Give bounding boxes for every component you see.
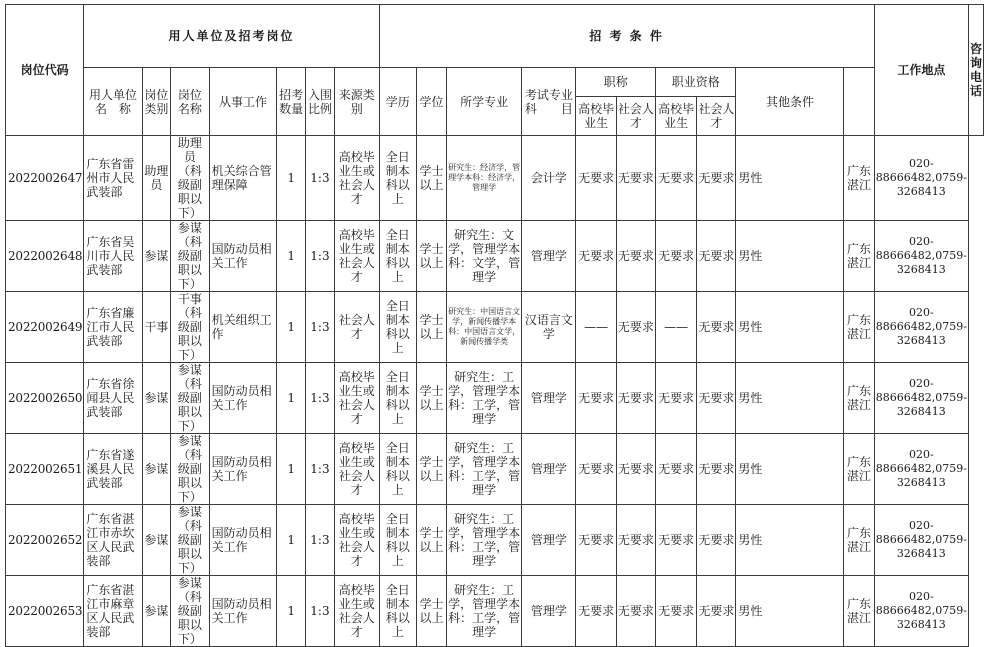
cell-qual-graduate: 无要求	[656, 221, 697, 292]
cell-qual-social: 无要求	[697, 292, 736, 363]
header-title: 职称	[576, 68, 656, 97]
header-title-social: 社会人才	[616, 97, 655, 136]
cell-title-social: 无要求	[616, 136, 655, 221]
cell-phone: 020-88666482,0759-3268413	[874, 136, 968, 221]
cell-count: 1	[277, 221, 305, 292]
cell-type: 助理员	[142, 136, 170, 221]
cell-work: 国防动员相关工作	[209, 221, 277, 292]
header-code: 岗位代码	[6, 5, 84, 136]
cell-qual-graduate: 无要求	[656, 136, 697, 221]
cell-source: 社会人才	[335, 292, 379, 363]
cell-source: 高校毕业生或社会人才	[335, 576, 379, 647]
cell-code: 2022002653	[6, 576, 84, 647]
cell-location: 广东湛江	[844, 505, 874, 576]
recruitment-table-wrapper	[5, 4, 984, 647]
cell-ratio: 1:3	[305, 221, 334, 292]
table-row	[6, 576, 984, 647]
cell-title-graduate: 无要求	[576, 434, 616, 505]
cell-degree: 学士以上	[416, 363, 446, 434]
cell-code: 2022002652	[6, 505, 84, 576]
cell-source: 高校毕业生或社会人才	[335, 434, 379, 505]
recruitment-table	[5, 4, 984, 647]
cell-ratio: 1:3	[305, 505, 334, 576]
header-work: 从事工作	[209, 68, 277, 136]
header-phone: 咨询电话	[968, 5, 983, 136]
cell-count: 1	[277, 434, 305, 505]
header-post-type: 岗位类别	[142, 68, 170, 136]
cell-source: 高校毕业生或社会人才	[335, 505, 379, 576]
cell-unit: 广东省湛江市赤坎区人民武装部	[84, 505, 142, 576]
cell-work: 国防动员相关工作	[209, 434, 277, 505]
table-row	[6, 505, 984, 576]
cell-location: 广东湛江	[844, 136, 874, 221]
cell-title-graduate: 无要求	[576, 136, 616, 221]
cell-post: 参谋（科级副职以下）	[171, 576, 210, 647]
table-row	[6, 434, 984, 505]
cell-code: 2022002647	[6, 136, 84, 221]
cell-location: 广东湛江	[844, 576, 874, 647]
cell-title-graduate: 无要求	[576, 505, 616, 576]
cell-work: 国防动员相关工作	[209, 505, 277, 576]
cell-other: 男性	[736, 505, 844, 576]
cell-title-graduate: 无要求	[576, 363, 616, 434]
cell-post: 参谋（科级副职以下）	[171, 505, 210, 576]
cell-title-social: 无要求	[616, 363, 655, 434]
cell-qual-graduate: 无要求	[656, 576, 697, 647]
header-qual-graduate: 高校毕业生	[656, 97, 697, 136]
cell-type: 参谋	[142, 505, 170, 576]
cell-ratio: 1:3	[305, 576, 334, 647]
cell-count: 1	[277, 292, 305, 363]
cell-work: 国防动员相关工作	[209, 576, 277, 647]
header-group-conditions: 招 考 条 件	[379, 5, 874, 68]
cell-ratio: 1:3	[305, 363, 334, 434]
cell-exam: 管理学	[522, 505, 576, 576]
cell-exam: 汉语言文学	[522, 292, 576, 363]
cell-title-graduate: 无要求	[576, 576, 616, 647]
cell-phone: 020-88666482,0759-3268413	[874, 363, 968, 434]
cell-qual-graduate: ——	[656, 292, 697, 363]
cell-phone: 020-88666482,0759-3268413	[874, 505, 968, 576]
cell-count: 1	[277, 576, 305, 647]
cell-code: 2022002648	[6, 221, 84, 292]
cell-title-social: 无要求	[616, 434, 655, 505]
cell-type: 参谋	[142, 576, 170, 647]
table-row	[6, 136, 984, 221]
cell-other: 男性	[736, 292, 844, 363]
cell-title-social: 无要求	[616, 292, 655, 363]
cell-count: 1	[277, 363, 305, 434]
cell-qual-graduate: 无要求	[656, 434, 697, 505]
cell-exam: 管理学	[522, 363, 576, 434]
cell-unit: 广东省徐闻县人民武装部	[84, 363, 142, 434]
cell-source: 高校毕业生或社会人才	[335, 363, 379, 434]
cell-source: 高校毕业生或社会人才	[335, 136, 379, 221]
table-row	[6, 363, 984, 434]
cell-qual-social: 无要求	[697, 363, 736, 434]
cell-edu: 全日制本科以上	[379, 434, 416, 505]
cell-title-social: 无要求	[616, 221, 655, 292]
cell-count: 1	[277, 505, 305, 576]
header-location: 工作地点	[874, 5, 968, 136]
cell-location: 广东湛江	[844, 434, 874, 505]
cell-location: 广东湛江	[844, 221, 874, 292]
cell-qual-social: 无要求	[697, 505, 736, 576]
header-edu: 学历	[379, 68, 416, 136]
cell-major: 研究生：文学，管理学本科：文学，管理学	[447, 221, 522, 292]
header-source: 来源类别	[335, 68, 379, 136]
cell-code: 2022002651	[6, 434, 84, 505]
cell-major: 研究生：工学，管理学本科：工学，管理学	[447, 576, 522, 647]
header-degree: 学位	[416, 68, 446, 136]
cell-other: 男性	[736, 363, 844, 434]
cell-type: 干事	[142, 292, 170, 363]
cell-other: 男性	[736, 434, 844, 505]
cell-ratio: 1:3	[305, 136, 334, 221]
table-row	[6, 221, 984, 292]
cell-work: 国防动员相关工作	[209, 363, 277, 434]
cell-phone: 020-88666482,0759-3268413	[874, 434, 968, 505]
header-qualification: 职业资格	[656, 68, 736, 97]
header-ratio: 入围比例	[305, 68, 334, 136]
cell-phone: 020-88666482,0759-3268413	[874, 576, 968, 647]
cell-qual-social: 无要求	[697, 221, 736, 292]
cell-unit: 广东省吴川市人民武装部	[84, 221, 142, 292]
cell-degree: 学士以上	[416, 505, 446, 576]
cell-count: 1	[277, 136, 305, 221]
cell-ratio: 1:3	[305, 292, 334, 363]
cell-post: 参谋（科级副职以下）	[171, 221, 210, 292]
cell-type: 参谋	[142, 363, 170, 434]
cell-major: 研究生：工学，管理学本科：工学，管理学	[447, 434, 522, 505]
header-exam-major: 考试专业科 目	[522, 68, 576, 136]
cell-major: 研究生：经济学，管理学本科：经济学，管理学	[447, 136, 522, 221]
cell-exam: 管理学	[522, 434, 576, 505]
cell-qual-graduate: 无要求	[656, 505, 697, 576]
header-group-unit: 用人单位及招考岗位	[84, 5, 379, 68]
cell-qual-graduate: 无要求	[656, 363, 697, 434]
cell-post: 参谋（科级副职以下）	[171, 434, 210, 505]
cell-other: 男性	[736, 576, 844, 647]
cell-work: 机关综合管理保障	[209, 136, 277, 221]
cell-degree: 学士以上	[416, 434, 446, 505]
cell-title-graduate: 无要求	[576, 221, 616, 292]
cell-degree: 学士以上	[416, 292, 446, 363]
cell-type: 参谋	[142, 221, 170, 292]
cell-edu: 全日制本科以上	[379, 505, 416, 576]
header-title-graduate: 高校毕业生	[576, 97, 616, 136]
cell-qual-social: 无要求	[697, 576, 736, 647]
cell-edu: 全日制本科以上	[379, 363, 416, 434]
cell-source: 高校毕业生或社会人才	[335, 221, 379, 292]
header-unit-name: 用人单位名 称	[84, 68, 142, 136]
cell-ratio: 1:3	[305, 434, 334, 505]
cell-edu: 全日制本科以上	[379, 221, 416, 292]
cell-work: 机关组织工作	[209, 292, 277, 363]
cell-unit: 广东省雷州市人民武装部	[84, 136, 142, 221]
cell-edu: 全日制本科以上	[379, 136, 416, 221]
cell-location: 广东湛江	[844, 363, 874, 434]
cell-exam: 管理学	[522, 221, 576, 292]
cell-unit: 广东省遂溪县人民武装部	[84, 434, 142, 505]
cell-qual-social: 无要求	[697, 434, 736, 505]
cell-unit: 广东省湛江市麻章区人民武装部	[84, 576, 142, 647]
cell-post: 助理员（科级副职以下）	[171, 136, 210, 221]
cell-other: 男性	[736, 136, 844, 221]
cell-exam: 管理学	[522, 576, 576, 647]
cell-post: 干事（科级副职以下）	[171, 292, 210, 363]
cell-qual-social: 无要求	[697, 136, 736, 221]
cell-degree: 学士以上	[416, 576, 446, 647]
header-qual-social: 社会人才	[697, 97, 736, 136]
cell-edu: 全日制本科以上	[379, 576, 416, 647]
cell-degree: 学士以上	[416, 221, 446, 292]
cell-major: 研究生：工学，管理学本科：工学，管理学	[447, 505, 522, 576]
cell-phone: 020-88666482,0759-3268413	[874, 292, 968, 363]
cell-title-social: 无要求	[616, 505, 655, 576]
cell-exam: 会计学	[522, 136, 576, 221]
cell-other: 男性	[736, 221, 844, 292]
cell-location: 广东湛江	[844, 292, 874, 363]
header-count: 招考数量	[277, 68, 305, 136]
header-post-name: 岗位名称	[171, 68, 210, 136]
cell-major: 研究生：工学，管理学本科：工学，管理学	[447, 363, 522, 434]
cell-phone: 020-88666482,0759-3268413	[874, 221, 968, 292]
cell-code: 2022002649	[6, 292, 84, 363]
header-other: 其他条件	[736, 68, 844, 136]
cell-title-social: 无要求	[616, 576, 655, 647]
cell-post: 参谋（科级副职以下）	[171, 363, 210, 434]
header-major: 所学专业	[447, 68, 522, 136]
table-row	[6, 292, 984, 363]
cell-type: 参谋	[142, 434, 170, 505]
cell-code: 2022002650	[6, 363, 84, 434]
cell-title-graduate: ——	[576, 292, 616, 363]
cell-unit: 广东省廉江市人民武装部	[84, 292, 142, 363]
cell-major: 研究生：中国语言文学，新闻传播学本科：中国语言文学，新闻传播学类	[447, 292, 522, 363]
cell-edu: 全日制本科以上	[379, 292, 416, 363]
cell-degree: 学士以上	[416, 136, 446, 221]
